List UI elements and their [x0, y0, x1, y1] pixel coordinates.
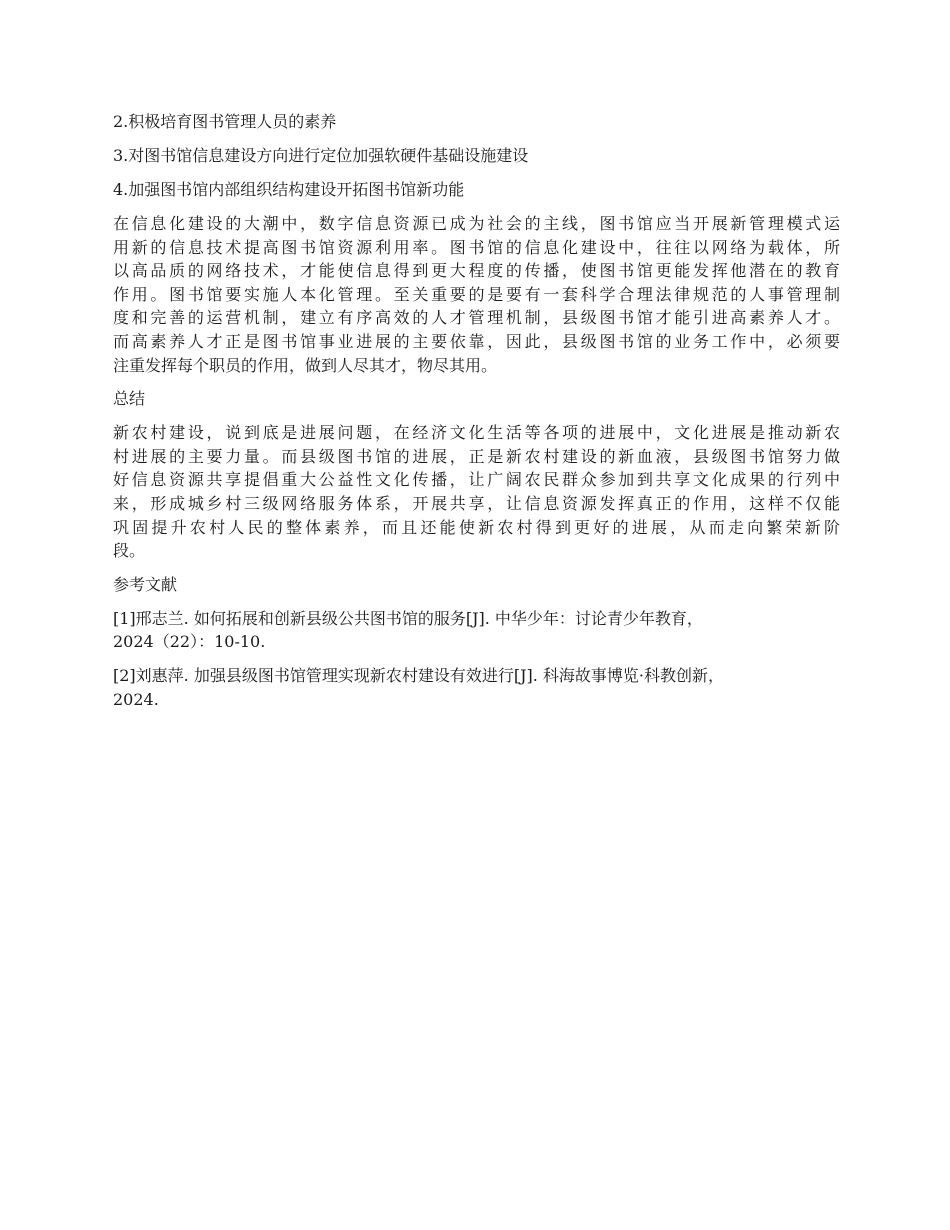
- paragraph-line: 段。: [113, 541, 146, 561]
- paragraph-line: 而高素养人才正是图书馆事业进展的主要依靠，因此，县级图书馆的业务工作中，必须要: [113, 331, 840, 351]
- section-heading-3: 3.对图书馆信息建设方向进行定位加强软硬件基础设施建设: [113, 146, 529, 165]
- section-heading-4: 4.加强图书馆内部组织结构建设开拓图书馆新功能: [113, 180, 465, 199]
- reference-line: 2024（22）：10-10.: [113, 632, 266, 652]
- paragraph-line: 用新的信息技术提高图书馆资源利用率。图书馆的信息化建设中，往往以网络为载体，所: [113, 237, 840, 257]
- paragraph-line: 来，形成城乡村三级网络服务体系，开展共享，让信息资源发挥真正的作用，这样不仅能: [113, 493, 840, 513]
- reference-line: [1]邢志兰. 如何拓展和创新县级公共图书馆的服务[J]. 中华少年：讨论青少年教育，: [113, 608, 703, 628]
- reference-line: [2]刘惠萍. 加强县级图书馆管理实现新农村建设有效进行[J]. 科海故事博览·科教创新，: [113, 665, 724, 685]
- document-page: [113, 110, 840, 721]
- paragraph-line: 在信息化建设的大潮中，数字信息资源已成为社会的主线，图书馆应当开展新管理模式运: [113, 214, 840, 233]
- reference-item-2: [113, 664, 840, 711]
- paragraph-line: 巩固提升农村人民的整体素养，而且还能使新农村得到更好的进展，从而走向繁荣新阶: [113, 517, 840, 537]
- body-paragraph-summary: [113, 421, 840, 563]
- reference-line: 2024.: [113, 689, 159, 709]
- paragraph-line: 作用。图书馆要实施人本化管理。至关重要的是要有一套科学合理法律规范的人事管理制: [113, 284, 840, 304]
- section-heading-2: 2.积极培育图书管理人员的素养: [113, 112, 337, 131]
- reference-item-1: [113, 607, 840, 654]
- body-paragraph-info-construction: [113, 212, 840, 377]
- paragraph-line: 新农村建设，说到底是进展问题，在经济文化生活等各项的进展中，文化进展是推动新农: [113, 423, 840, 443]
- references-heading: 参考文献: [113, 574, 178, 594]
- summary-heading: 总结: [113, 389, 146, 409]
- paragraph-line: 注重发挥每个职员的作用，做到人尽其才，物尽其用。: [113, 355, 498, 375]
- paragraph-line: 村进展的主要力量。而县级图书馆的进展，正是新农村建设的新血液，县级图书馆努力做: [113, 446, 840, 466]
- paragraph-line: 好信息资源共享提倡重大公益性文化传播，让广阔农民群众参加到共享文化成果的行列中: [113, 470, 840, 490]
- paragraph-line: 以高品质的网络技术，才能使信息得到更大程度的传播，使图书馆更能发挥他潜在的教育: [113, 261, 840, 281]
- paragraph-line: 度和完善的运营机制，建立有序高效的人才管理机制，县级图书馆才能引进高素养人才。: [113, 308, 840, 328]
